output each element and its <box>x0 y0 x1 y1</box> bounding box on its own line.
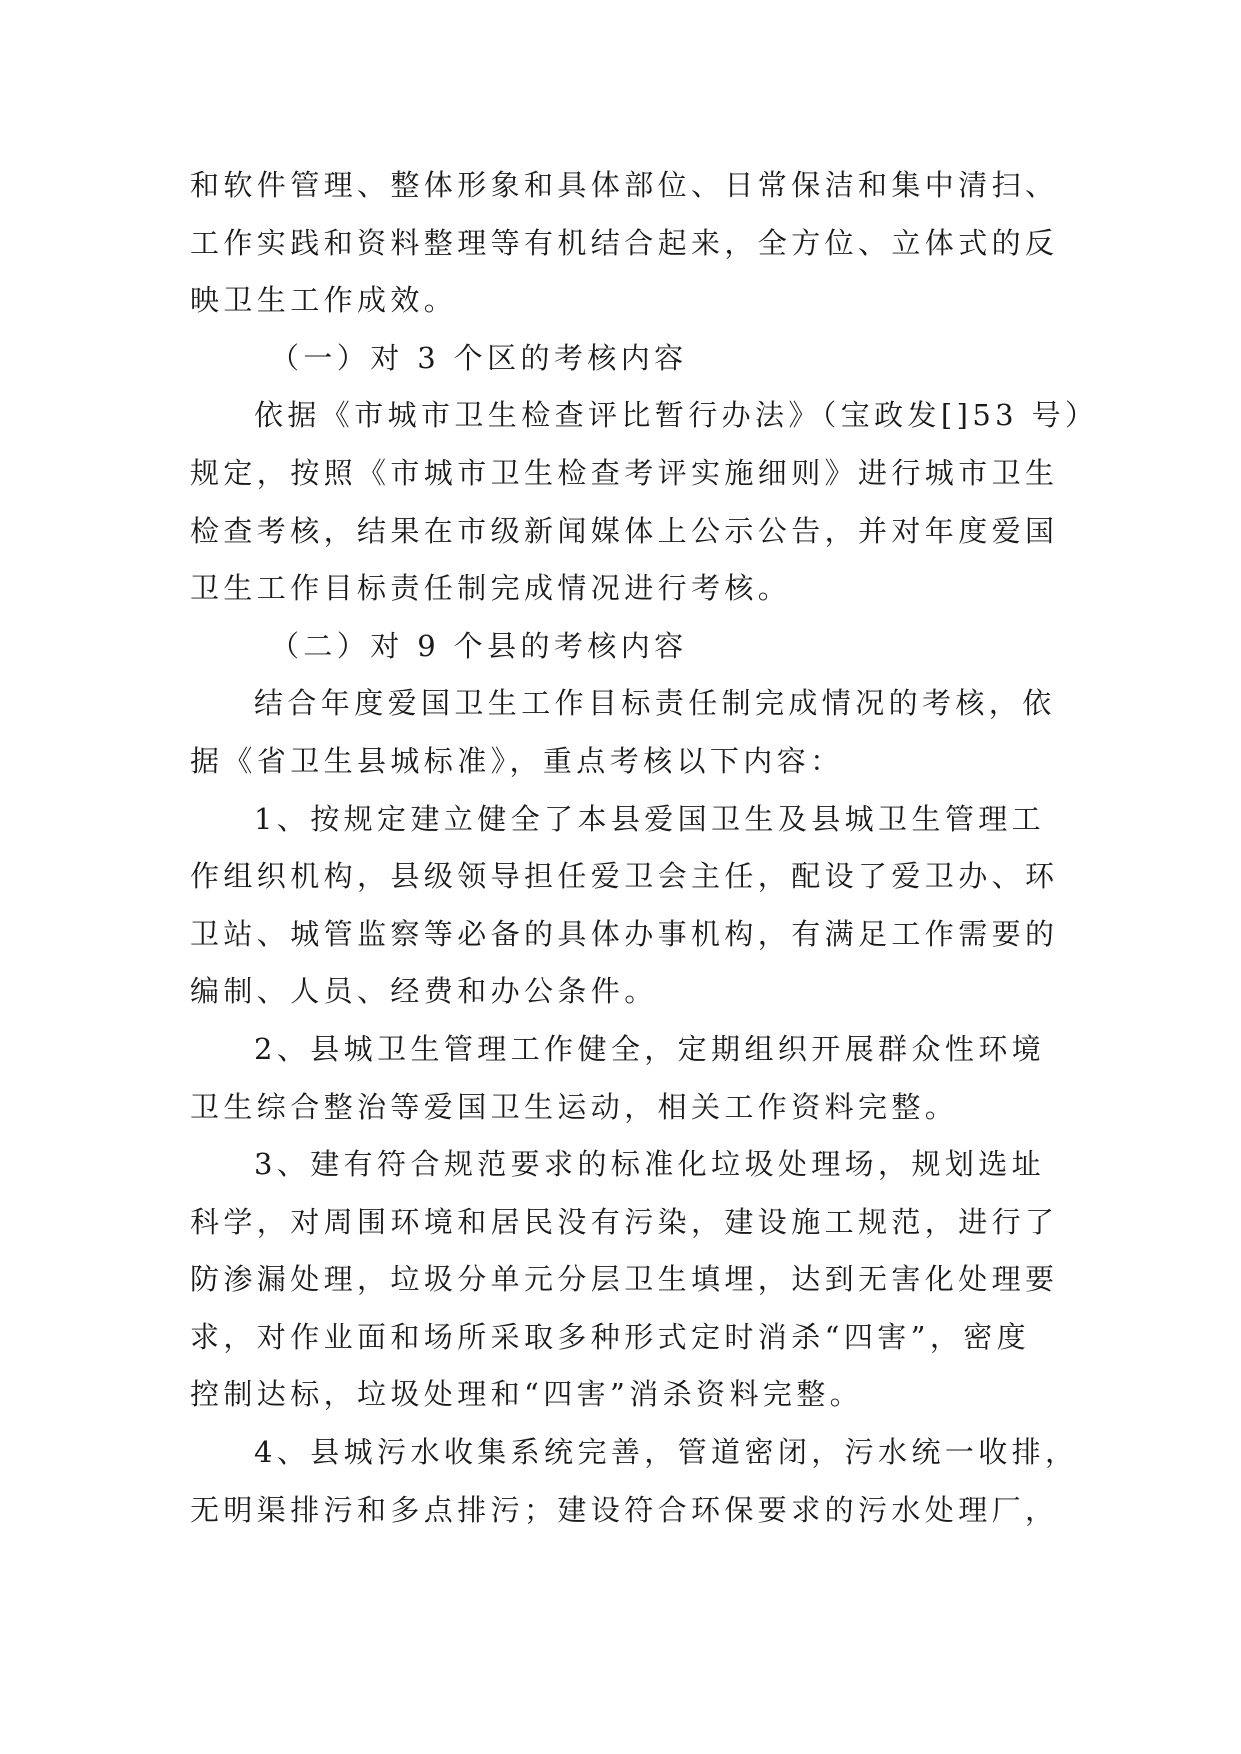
text-line: 无明渠排污和多点排污；建设符合环保要求的污水处理厂， <box>190 1492 1059 1527</box>
text-line: 3、建有符合规范要求的标准化垃圾处理场，规划选址 <box>254 1147 1046 1182</box>
text-line: 据《省卫生县城标准》，重点考核以下内容： <box>190 743 844 778</box>
text-line: 卫生综合整治等爱国卫生运动，相关工作资料完整。 <box>190 1089 959 1124</box>
text-line: 作组织机构，县级领导担任爱卫会主任，配设了爱卫办、环 <box>190 859 1059 894</box>
document-body <box>190 157 1099 1539</box>
text-line: 卫生工作目标责任制完成情况进行考核。 <box>190 571 792 606</box>
text-line: 科学，对周围环境和居民没有污染，建设施工规范，进行了 <box>190 1204 1059 1239</box>
text-line: 检查考核，结果在市级新闻媒体上公示公告，并对年度爱国 <box>190 513 1059 548</box>
text-line: 卫站、城管监察等必备的具体办事机构，有满足工作需要的 <box>190 916 1059 951</box>
text-line: 映卫生工作成效。 <box>190 283 458 318</box>
text-line: 结合年度爱国卫生工作目标责任制完成情况的考核，依 <box>254 686 1056 721</box>
text-line: 规定，按照《市城市卫生检查考评实施细则》进行城市卫生 <box>190 455 1059 490</box>
text-line: 和软件管理、整体形象和具体部位、日常保洁和集中清扫、 <box>190 168 1059 202</box>
text-line: 2、县城卫生管理工作健全，定期组织开展群众性环境 <box>254 1031 1046 1066</box>
text-line: 工作实践和资料整理等有机结合起来，全方位、立体式的反 <box>190 225 1059 260</box>
text-line: 防渗漏处理，垃圾分单元分层卫生填埋，达到无害化处理要 <box>190 1262 1059 1297</box>
text-line: 依据《市城市卫生检查评比暂行办法》（宝政发[]53 号） <box>254 398 1099 433</box>
text-line: 1、按规定建立健全了本县爱国卫生及县城卫生管理工 <box>254 801 1046 836</box>
section-heading: （二）对 9 个县的考核内容 <box>270 628 688 663</box>
text-line: 求，对作业面和场所采取多种形式定时消杀“四害”，密度 <box>190 1319 1031 1354</box>
section-heading: （一）对 3 个区的考核内容 <box>270 340 688 375</box>
text-line: 编制、人员、经费和办公条件。 <box>190 974 658 1009</box>
text-line: 4、县城污水收集系统完善，管道密闭，污水统一收排， <box>254 1435 1079 1470</box>
text-line: 控制达标，垃圾处理和“四害”消杀资料完整。 <box>190 1377 864 1412</box>
